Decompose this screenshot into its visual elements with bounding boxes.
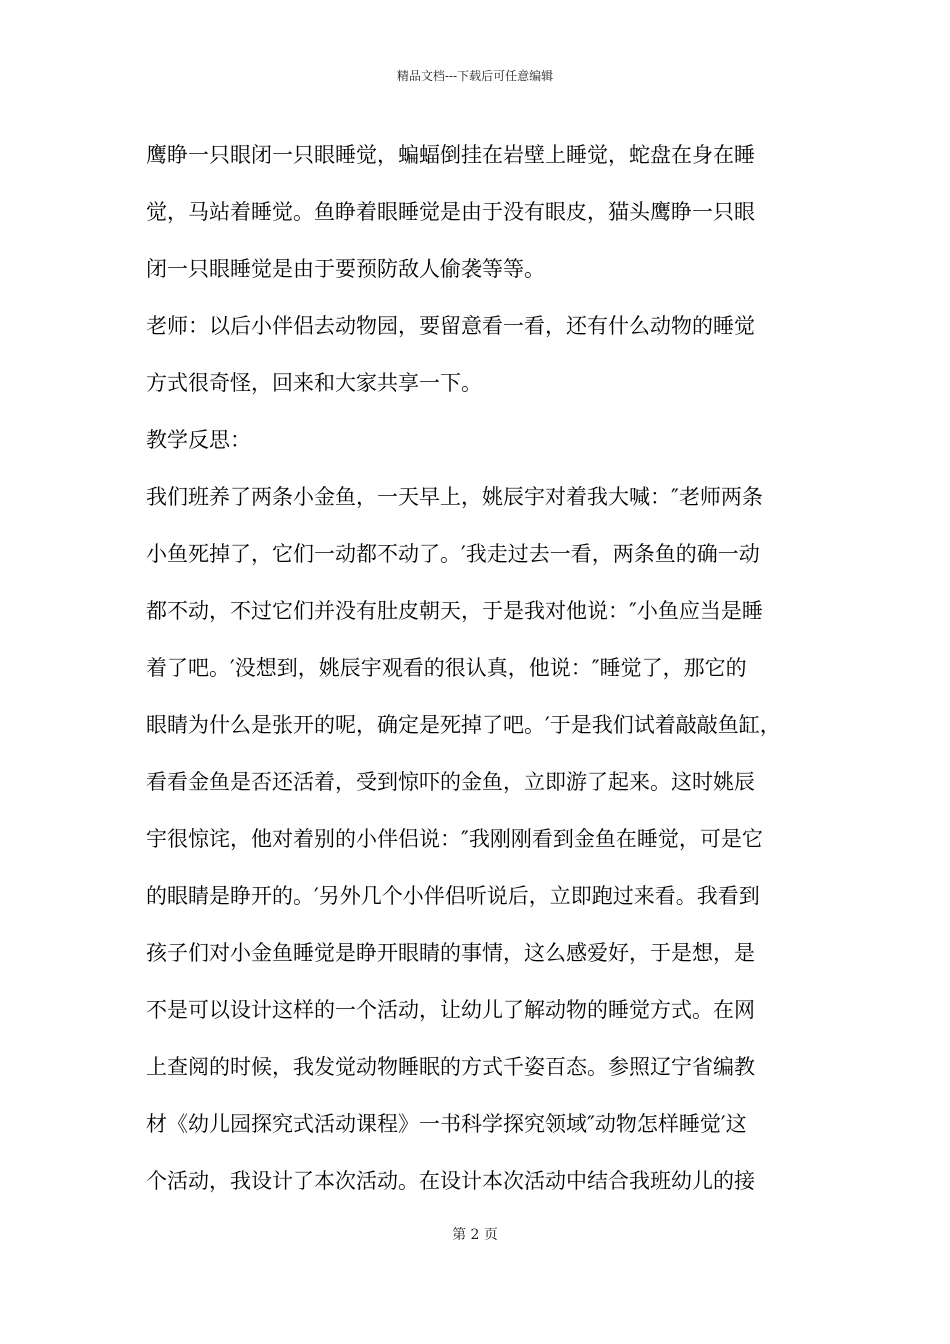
body-line: 都不动，不过它们并没有肚皮朝天，于是我对他说：″小鱼应当是睡 xyxy=(146,599,763,623)
body-line: 宇很惊诧，他对着别的小伴侣说：″我刚刚看到金鱼在睡觉，可是它 xyxy=(146,827,763,851)
body-line: 不是可以设计这样的一个活动，让幼儿了解动物的睡觉方式。在网 xyxy=(146,998,755,1022)
body-line: 方式很奇怪，回来和大家共享一下。 xyxy=(146,371,482,395)
body-line: 材《幼儿园探究式活动课程》一书科学探究领域″动物怎样睡觉′这 xyxy=(146,1112,747,1136)
body-line: 小鱼死掉了，它们一动都不动了。′我走过去一看，两条鱼的确一动 xyxy=(146,542,760,566)
body-line: 看看金鱼是否还活着，受到惊吓的金鱼，立即游了起来。这时姚辰 xyxy=(146,770,755,794)
body-line: 眼睛为什么是张开的呢，确定是死掉了吧。′于是我们试着敲敲鱼缸， xyxy=(146,713,781,737)
body-line: 着了吧。′没想到，姚辰宇观看的很认真，他说：″睡觉了，那它的 xyxy=(146,656,747,680)
body-line: 上查阅的时候，我发觉动物睡眠的方式千姿百态。参照辽宁省编教 xyxy=(146,1055,755,1079)
body-line: 老师：以后小伴侣去动物园，要留意看一看，还有什么动物的睡觉 xyxy=(146,314,755,338)
body-line: 孩子们对小金鱼睡觉是睁开眼睛的事情，这么感爱好，于是想，是 xyxy=(146,941,755,965)
body-line: 鹰睁一只眼闭一只眼睡觉，蝙蝠倒挂在岩壁上睡觉，蛇盘在身在睡 xyxy=(146,143,755,167)
body-line: 我们班养了两条小金鱼，一天早上，姚辰宇对着我大喊：″老师两条 xyxy=(146,485,763,509)
body-line: 的眼睛是睁开的。′另外几个小伴侣听说后，立即跑过来看。我看到 xyxy=(146,884,760,908)
body-line: 觉，马站着睡觉。鱼睁着眼睡觉是由于没有眼皮，猫头鹰睁一只眼 xyxy=(146,200,755,224)
section-heading: 教学反思： xyxy=(146,428,251,452)
page-number: 第 2 页 xyxy=(452,1227,498,1243)
document-body xyxy=(146,127,806,1210)
body-line: 闭一只眼睡觉是由于要预防敌人偷袭等等。 xyxy=(146,257,545,281)
body-line: 个活动，我设计了本次活动。在设计本次活动中结合我班幼儿的接 xyxy=(146,1169,755,1193)
page-header: 精品文档---下载后可任意编辑 xyxy=(396,69,554,83)
